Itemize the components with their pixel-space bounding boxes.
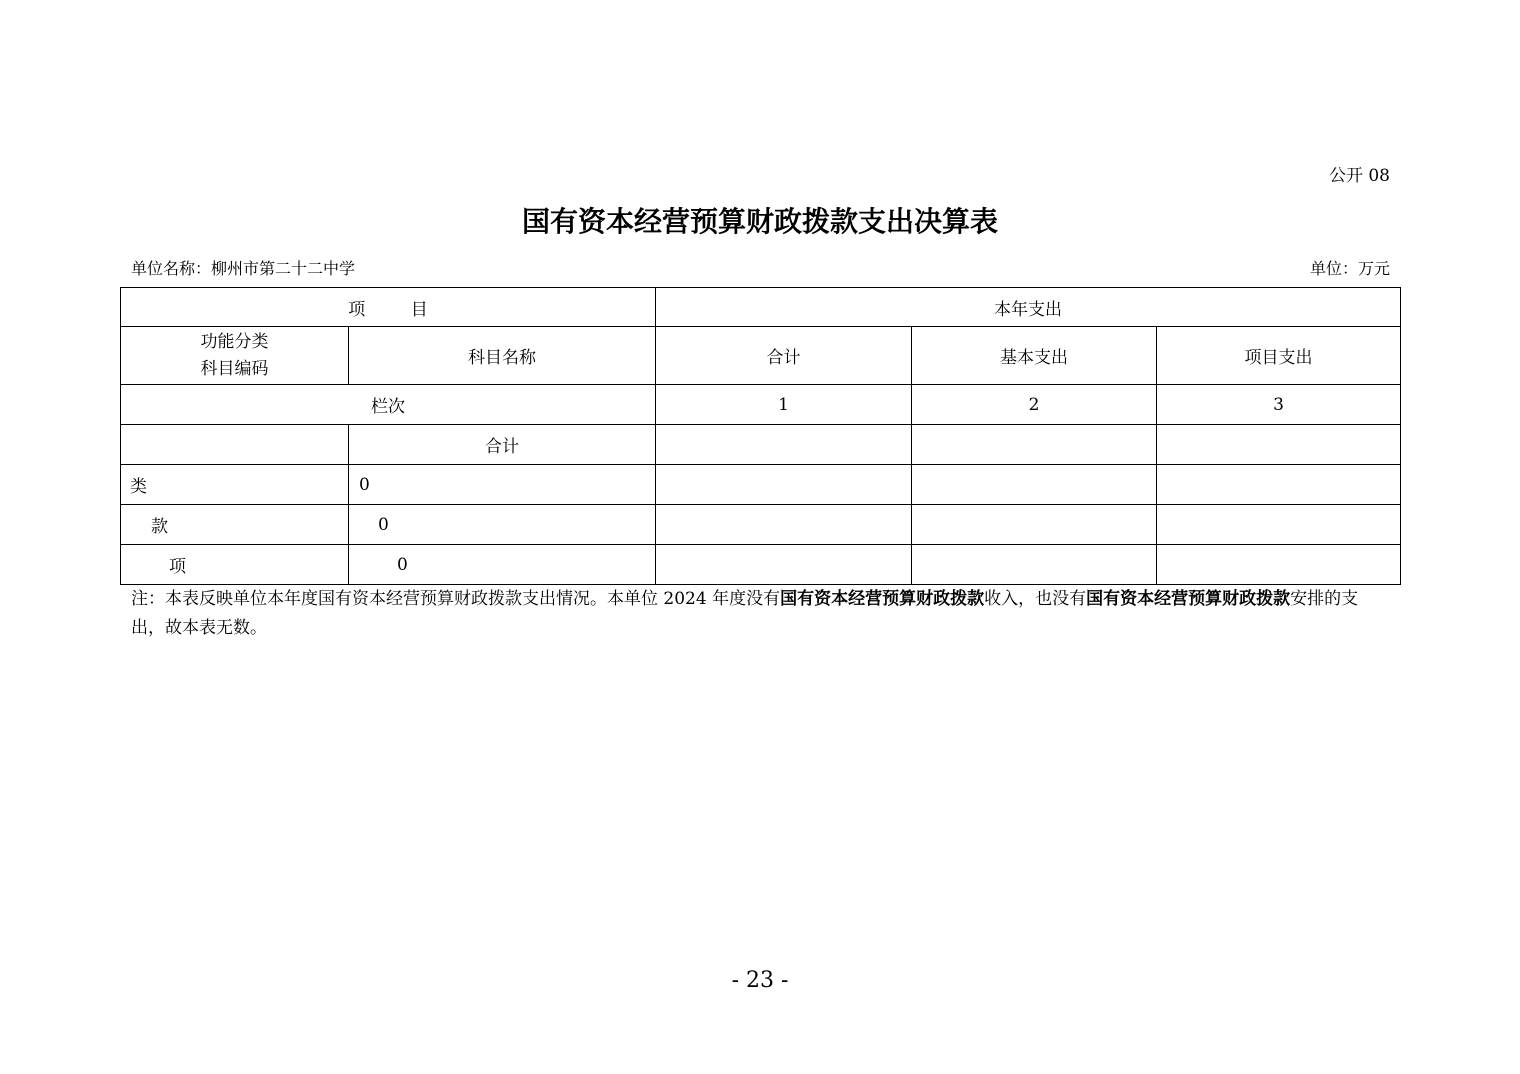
header-total: 合计 bbox=[656, 327, 912, 385]
document-code: 公开 08 bbox=[1328, 166, 1390, 186]
total-project-cell bbox=[1157, 425, 1401, 465]
column-number-row bbox=[121, 385, 1401, 425]
table-note bbox=[131, 585, 1391, 643]
column-number-label: 栏次 bbox=[121, 385, 656, 425]
row-code-class: 类 bbox=[121, 465, 349, 505]
unit-label: 单位：万元 bbox=[1309, 259, 1390, 278]
expenditure-table bbox=[120, 287, 1401, 585]
header-func-code-line1: 功能分类 bbox=[200, 331, 269, 352]
note-text-3: 安排的支出，故本表无数。 bbox=[131, 589, 1359, 638]
total-label: 合计 bbox=[349, 425, 656, 465]
total-sum-cell bbox=[656, 425, 912, 465]
header-project: 项 目 bbox=[121, 288, 656, 327]
header-subject-name: 科目名称 bbox=[349, 327, 656, 385]
header-current-year: 本年支出 bbox=[656, 288, 1401, 327]
row-cell bbox=[912, 505, 1157, 545]
row-name-item: 0 bbox=[349, 545, 656, 585]
total-row bbox=[121, 425, 1401, 465]
column-number-2: 2 bbox=[912, 385, 1157, 425]
column-number-3: 3 bbox=[1157, 385, 1401, 425]
header-basic: 基本支出 bbox=[912, 327, 1157, 385]
header-func-code bbox=[121, 327, 349, 385]
page-number: - 23 - bbox=[731, 968, 789, 993]
row-cell bbox=[1157, 545, 1401, 585]
note-text-1: 注：本表反映单位本年度国有资本经营预算财政拨款支出情况。本单位 2024 年度没有 bbox=[131, 589, 781, 609]
row-cell bbox=[912, 545, 1157, 585]
note-text-2: 收入，也没有 bbox=[984, 589, 1087, 609]
note-bold-1: 国有资本经营预算财政拨款 bbox=[780, 589, 985, 609]
row-name-class: 0 bbox=[349, 465, 656, 505]
page-title: 国有资本经营预算财政拨款支出决算表 bbox=[521, 205, 998, 238]
unit-name-label: 单位名称：柳州市第二十二中学 bbox=[131, 259, 356, 278]
row-name-section: 0 bbox=[349, 505, 656, 545]
row-code-section: 款 bbox=[121, 505, 349, 545]
header-func-code-line2: 科目编码 bbox=[200, 358, 269, 379]
note-bold-2: 国有资本经营预算财政拨款 bbox=[1086, 589, 1291, 609]
row-cell bbox=[656, 465, 912, 505]
row-cell bbox=[912, 465, 1157, 505]
total-code-cell bbox=[121, 425, 349, 465]
row-cell bbox=[1157, 465, 1401, 505]
header-project-exp: 项目支出 bbox=[1157, 327, 1401, 385]
total-basic-cell bbox=[912, 425, 1157, 465]
column-number-1: 1 bbox=[656, 385, 912, 425]
header-row-1 bbox=[121, 288, 1401, 327]
row-cell bbox=[1157, 505, 1401, 545]
table-row bbox=[121, 505, 1401, 545]
table-row bbox=[121, 465, 1401, 505]
row-code-item: 项 bbox=[121, 545, 349, 585]
row-cell bbox=[656, 505, 912, 545]
header-row-2 bbox=[121, 327, 1401, 385]
row-cell bbox=[656, 545, 912, 585]
table-row bbox=[121, 545, 1401, 585]
